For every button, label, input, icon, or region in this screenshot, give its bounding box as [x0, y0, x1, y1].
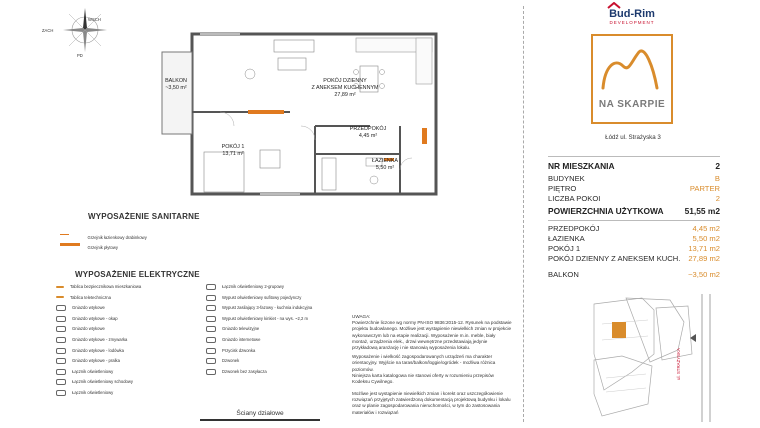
notes-paragraph: Niniejsza karta katalogowa nie stanowi oferty w rozumieniu przepisów Kodeksu Cywilnego. [352, 372, 494, 384]
electric-legend-item [56, 295, 206, 306]
summary-row-label: POKÓJ DZIENNY Z ANEKSEM KUCH. [548, 254, 681, 263]
summary-row-value: 27,89 m2 [688, 254, 720, 263]
socket-icon [56, 305, 66, 311]
socket-icon [56, 326, 66, 332]
room-bathroom [360, 158, 410, 172]
notes-paragraph: Powierzchnie liczone wg normy PN-ISO 9836:2015-12. Rysunek na podstawie projektu budowlanego. Możliwe jest wystąpienie niewielkich zmian w projekcie wykonawczym lub na etapie realizacji. Wyposażenie m.in. meble, biały montaż, urządzenia elek., drzwi wewnętrzne przedstawiają jedynie przykładową aranżację i nie stanowią wyposażenia lokalu. [352, 320, 512, 350]
summary-row-value: B [714, 174, 720, 183]
room-hallway [338, 126, 398, 140]
electric-legend-item [206, 284, 346, 295]
electric-legend-label: Przycisk dzwonka [222, 347, 256, 353]
project-logo [591, 34, 673, 124]
electric-legend-label: Gniazdo wtykowe - lodówka [72, 347, 124, 353]
electric-legend-label: Wypust zasilający 3-fazowy - kuchnia indukcyjna [222, 305, 313, 311]
doorbell-icon [206, 358, 216, 364]
brand-logo [592, 4, 672, 25]
electric-legend-label: Gniazdo internetowe [222, 337, 261, 343]
street-label: ul. STRAŻYSKA [676, 348, 681, 380]
electric-legend-label: Dzwonek bez zasyłacza [222, 368, 267, 374]
summary-divider [548, 220, 720, 221]
mountain-icon [593, 36, 671, 96]
electric-legend-item [206, 295, 346, 306]
socket-icon [56, 358, 66, 364]
socket-icon [56, 348, 66, 354]
summary-row [548, 174, 720, 184]
electric-legend-item [206, 337, 346, 348]
summary-row-label: LICZBA POKOI [548, 194, 601, 203]
walls-label: Ściany działowe [236, 410, 284, 417]
socket-icon [56, 337, 66, 343]
notes-title: UWAGA: [352, 314, 371, 319]
ceiling-light-icon [206, 295, 216, 301]
summary-row-value: 13,71 m2 [688, 244, 720, 253]
summary-row-value: PARTER [689, 184, 720, 193]
summary-row-label: ŁAZIENKA [548, 234, 585, 243]
walls-line [200, 419, 320, 421]
socket-icon [56, 316, 66, 322]
room-bedroom-area: 13,71 m² [222, 150, 244, 157]
walls-legend [200, 410, 320, 421]
summary-row-label: BUDYNEK [548, 174, 585, 183]
electric-legend-item [56, 316, 206, 327]
vertical-divider [523, 6, 524, 422]
compass-rose-icon [55, 4, 115, 56]
electric-legend-label: Gniazdo wtykowe [72, 305, 105, 311]
room-bathroom-area: 5,50 m² [375, 164, 395, 171]
usable-area-label: POWIERZCHNIA UŻYTKOWA [548, 206, 664, 216]
sanitary-title: WYPOSAŻENIE SANITARNE [88, 212, 200, 221]
room-bedroom-name: POKÓJ 1 [221, 144, 245, 150]
electric-legend-item [206, 316, 346, 327]
electric-legend-item [56, 284, 206, 295]
compass [42, 4, 115, 58]
balcony-value: ~3,50 m2 [688, 270, 720, 279]
switch-icon [56, 369, 66, 375]
room-living [290, 78, 400, 98]
balcony-label: BALKON [548, 270, 579, 279]
panel-radiator-icon [60, 243, 80, 246]
electric-legend-label: Wypust oświetleniowy sufitowy pojedynczy [222, 294, 302, 300]
sanitary-item-label: Grzejnik płytowy [87, 245, 118, 250]
room-bedroom [208, 144, 258, 158]
summary-row [548, 254, 720, 264]
summary-row-value: 4,45 m2 [692, 224, 720, 233]
electric-legend-label: Łącznik oświetleniowy 2-grupowy [222, 284, 284, 290]
summary-row [548, 184, 720, 194]
electric-legend-label: Gniazdo wtykowe [72, 326, 105, 332]
project-address: Łódź ul. Strażyska 3 [605, 134, 661, 141]
doorbell-button-icon [206, 348, 216, 354]
doorbell-icon [206, 369, 216, 375]
balcony-row [548, 270, 720, 280]
wall-light-icon [206, 316, 216, 322]
usable-area-value: 51,55 m2 [684, 206, 720, 216]
notes [352, 314, 512, 416]
switch-icon [56, 379, 66, 385]
compass-label-east: WSCH [88, 17, 101, 22]
room-hallway-area: 4,45 m² [358, 132, 378, 139]
brand-mark-icon [606, 2, 626, 10]
summary-row-value: 2 [715, 194, 720, 203]
electric-legend-label: Gniazdo wtykowe - zmywarka [72, 337, 128, 343]
summary-row [548, 224, 720, 234]
room-balcony-name: BALKON [165, 78, 187, 84]
site-plan [592, 294, 722, 422]
brand-company-sub: DEVELOPMENT [609, 20, 655, 25]
electric-title: WYPOSAŻENIE ELEKTRYCZNE [75, 270, 200, 279]
electric-legend-item [56, 369, 206, 380]
room-balcony-area: ~3,50 m² [165, 84, 187, 91]
electric-legend-label: Łącznik oświetleniowy [72, 368, 114, 374]
room-living-area: 27,89 m² [334, 91, 356, 98]
compass-label-west: ZACH [42, 28, 54, 33]
electric-legend-label: Gniazdo telewizyjne [222, 326, 260, 332]
electric-legend-item [56, 390, 206, 401]
electric-legend-label: Gniazdo wtykowe - pralka [72, 358, 120, 364]
electric-col-1 [56, 284, 206, 401]
sanitary-item-label: Grzejnik łazienkowy drabinkowy [87, 235, 147, 240]
apartment-number-row [548, 161, 720, 173]
electric-legend-item [206, 358, 346, 369]
summary-row [548, 194, 720, 204]
room-bathroom-name: ŁAZIENKA [371, 158, 399, 164]
electric-legend-item [56, 326, 206, 337]
electric-legend-item [206, 305, 346, 316]
tv-socket-icon [206, 326, 216, 332]
summary-row [548, 234, 720, 244]
fuse-board-icon [56, 286, 64, 288]
electric-legend-item [56, 337, 206, 348]
electric-legend-label: Dzwonek [222, 358, 240, 364]
network-socket-icon [206, 337, 216, 343]
electric-legend-label: Tablica teletechniczna [70, 294, 111, 300]
summary-row-label: POKÓJ 1 [548, 244, 581, 253]
switch-icon [206, 284, 216, 290]
room-balcony [158, 78, 194, 92]
floor-plan [160, 30, 440, 200]
usable-area-row [548, 206, 720, 218]
apartment-number-label: NR MIESZKANIA [548, 161, 615, 171]
summary-row-label: PRZEDPOKÓJ [548, 224, 600, 233]
apartment-number-value: 2 [715, 161, 720, 171]
room-hallway-name: PRZEDPOKÓJ [349, 126, 387, 132]
electric-legend-label: Łącznik oświetleniowy [72, 390, 114, 396]
notes-paragraph: Wyposażenie i wielkość zagospodarowanych urządzeń ma charakter orientacyjny. Wyjście na taras/balkon/loggie/ogródek - możliwa różnica poziomów. [352, 354, 496, 372]
telecom-board-icon [56, 296, 64, 298]
electric-legend-item [206, 348, 346, 359]
project-name: NA SKARPIE [598, 99, 666, 110]
summary-row [548, 244, 720, 254]
summary-row-label: PIĘTRO [548, 184, 577, 193]
electric-legend-item [56, 379, 206, 390]
power-outlet-icon [206, 305, 216, 311]
sanitary-item [60, 236, 118, 254]
electric-legend-item [206, 369, 346, 380]
electric-col-2 [206, 284, 346, 379]
electric-legend-label: Łącznik oświetleniowy schodowy [72, 379, 133, 385]
floor-plan-drawing [160, 30, 440, 200]
summary-divider [548, 156, 720, 157]
brand-company: Bud-Rim [609, 8, 655, 20]
electric-legend-item [56, 348, 206, 359]
electric-legend-label: Tablica bezpiecznikowa mieszkaniowa [70, 284, 142, 289]
electric-legend-label: Wypust oświetleniowy kinkiet - na wys. ~2,2 m [222, 315, 308, 321]
compass-label-south: PD [77, 53, 83, 58]
electric-legend-item [56, 305, 206, 316]
switch-icon [56, 390, 66, 396]
site-plan-drawing [592, 294, 722, 422]
notes-paragraph: Możliwe jest wystąpienie niewielkich zmian i korekt oraz uszczegółowienie rozwiązań przyjętych zatwierdzoną dokumentacją projektową budynku i lokalu oraz w planie zagospodarowania nieruchomości, w tym do zastosowania materiałów i rozwiązań [352, 391, 511, 415]
electric-legend-item [206, 326, 346, 337]
electric-legend-label: Gniazdo wtykowe - okap [72, 315, 118, 321]
electric-legend-item [56, 358, 206, 369]
room-living-name: POKÓJ DZIENNY Z ANEKSEM KUCHENNYM [311, 78, 379, 91]
summary-row-value: 5,50 m2 [692, 234, 720, 243]
